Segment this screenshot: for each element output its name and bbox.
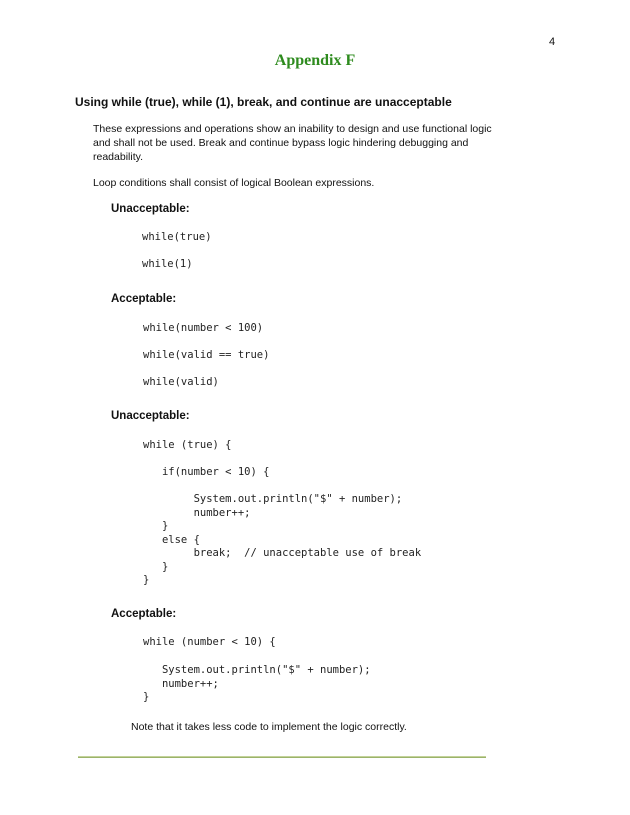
- closing-note: Note that it takes less code to implement the logic correctly.: [131, 721, 407, 733]
- section-heading: Using while (true), while (1), break, and continue are unacceptable: [75, 95, 452, 109]
- code-line: while(valid): [143, 376, 219, 388]
- code-line: if(number < 10) {: [143, 466, 270, 478]
- code-line: number++;: [143, 678, 219, 690]
- unacceptable-label-1: Unacceptable:: [111, 203, 190, 215]
- footer-divider: [78, 756, 486, 758]
- acceptable-label-2: Acceptable:: [111, 608, 177, 620]
- code-line: System.out.println("$" + number);: [143, 664, 371, 676]
- code-line: number++;: [143, 507, 251, 519]
- code-line: }: [143, 561, 169, 573]
- code-line: }: [143, 574, 150, 586]
- code-line: System.out.println("$" + number);: [143, 493, 403, 505]
- page-title: Appendix F: [274, 52, 356, 69]
- code-line: while(true): [142, 231, 212, 243]
- code-line: break; // unacceptable use of break: [143, 547, 422, 559]
- acceptable-label-1: Acceptable:: [111, 293, 177, 305]
- code-line: while (true) {: [143, 439, 232, 451]
- code-line: while (number < 10) {: [143, 636, 276, 648]
- code-line: else {: [143, 534, 200, 546]
- code-line: }: [143, 691, 150, 703]
- code-line: }: [143, 520, 169, 532]
- code-line: while(valid == true): [143, 349, 270, 361]
- code-line: while(number < 100): [143, 322, 264, 334]
- loop-condition-paragraph: Loop conditions shall consist of logical Boolean expressions.: [93, 177, 375, 189]
- unacceptable-label-2: Unacceptable:: [111, 410, 190, 422]
- page-number: 4: [549, 36, 556, 48]
- code-line: while(1): [142, 258, 193, 270]
- intro-paragraph: These expressions and operations show an inability to design and use functional logic and shall not be used. Break and continue bypass logic hindering debugging and readability.: [93, 123, 492, 163]
